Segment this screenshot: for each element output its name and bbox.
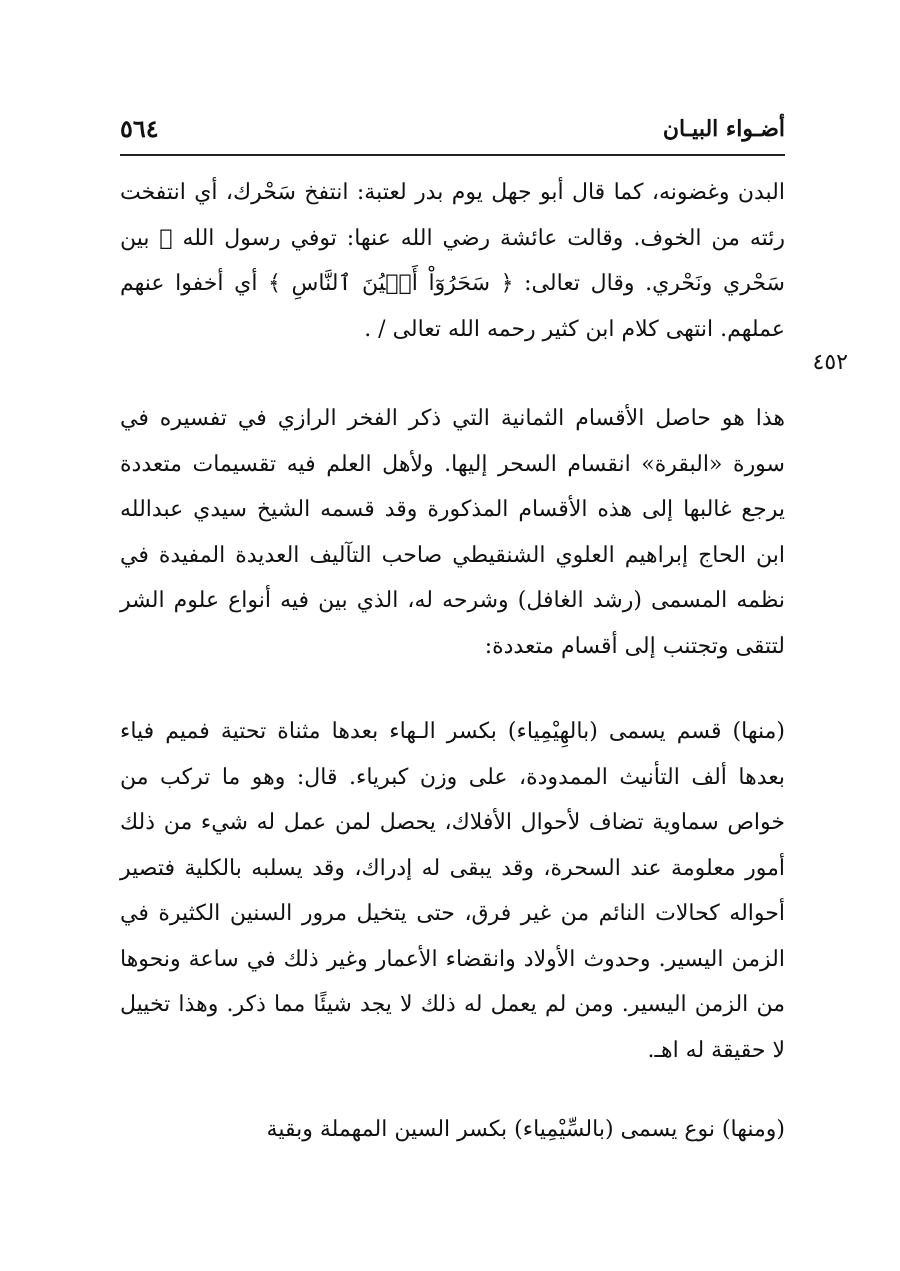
paragraph-4: (ومنها) نوع يسمى (بالسِّيْمِياء) بكسر السين المهملة وبقية: [266, 1117, 785, 1142]
paragraph-1: البدن وغضونه، كما قال أبو جهل يوم بدر لعتبة: انتفخ سَحْرك، أي انتفخت رئته من الخوف. وقالت عائشة رضي الله عنها: توفي رسول الله ﷺ بين سَحْري ونَحْري. وقال تعالى: ﴿ سَحَرُوٓاْ أَعۡيُنَ ٱلنَّاسِ ﴾ أي أخفوا عنهم عملهم. انتهى كلام ابن كثير رحمه الله تعالى / .: [120, 180, 785, 342]
main-text: [120, 170, 785, 1153]
paragraph-3: (منها) قسم يسمى (بالهِيْمِياء) بكسر الـهاء بعدها مثناة تحتية فميم فياء بعدها ألف التأنيث الممدودة، على وزن كبرياء. قال: وهو ما تركب من خواص سماوية تضاف لأحوال الأفلاك، يحصل لمن عمل له شيء من ذلك أمور معلومة عند السحرة، وقد يبقى له إدراك، وقد يسلبه بالكلية فتصير أحواله كحالات النائم من غير فرق، حتى يتخيل مرور السنين الكثيرة في الزمن اليسير. وحدوث الأولاد وانقضاء الأعمار وغير ذلك في ساعة ونحوها من الزمن اليسير. ومن لم يعمل له ذلك لا يجد شيئًا مما ذكر. وهذا تخييل لا حقيقة له اهـ.: [120, 719, 785, 1063]
margin-reference-number: ٤٥٢: [812, 350, 848, 375]
paragraph-spacer: [120, 1073, 785, 1107]
book-title: أضـواء البيـان: [662, 116, 785, 142]
page-number: ٥٦٤: [120, 114, 159, 143]
running-header: [120, 110, 785, 156]
paragraph-spacer: [120, 669, 785, 709]
paragraph-spacer: [120, 352, 785, 396]
paragraph-2: هذا هو حاصل الأقسام الثمانية التي ذكر الفخر الرازي في تفسيره في سورة «البقرة» انقسام السحر إليها. ولأهل العلم فيه تقسيمات متعددة يرجع غالبها إلى هذه الأقسام المذكورة وقد قسمه الشيخ سيدي عبدالله ابن الحاج إبراهيم العلوي الشنقيطي صاحب التآليف العديدة المفيدة في نظمه المسمى (رشد الغافل) وشرحه له، الذي بين فيه أنواع علوم الشر لتتقى وتجتنب إلى أقسام متعددة:: [120, 406, 785, 659]
